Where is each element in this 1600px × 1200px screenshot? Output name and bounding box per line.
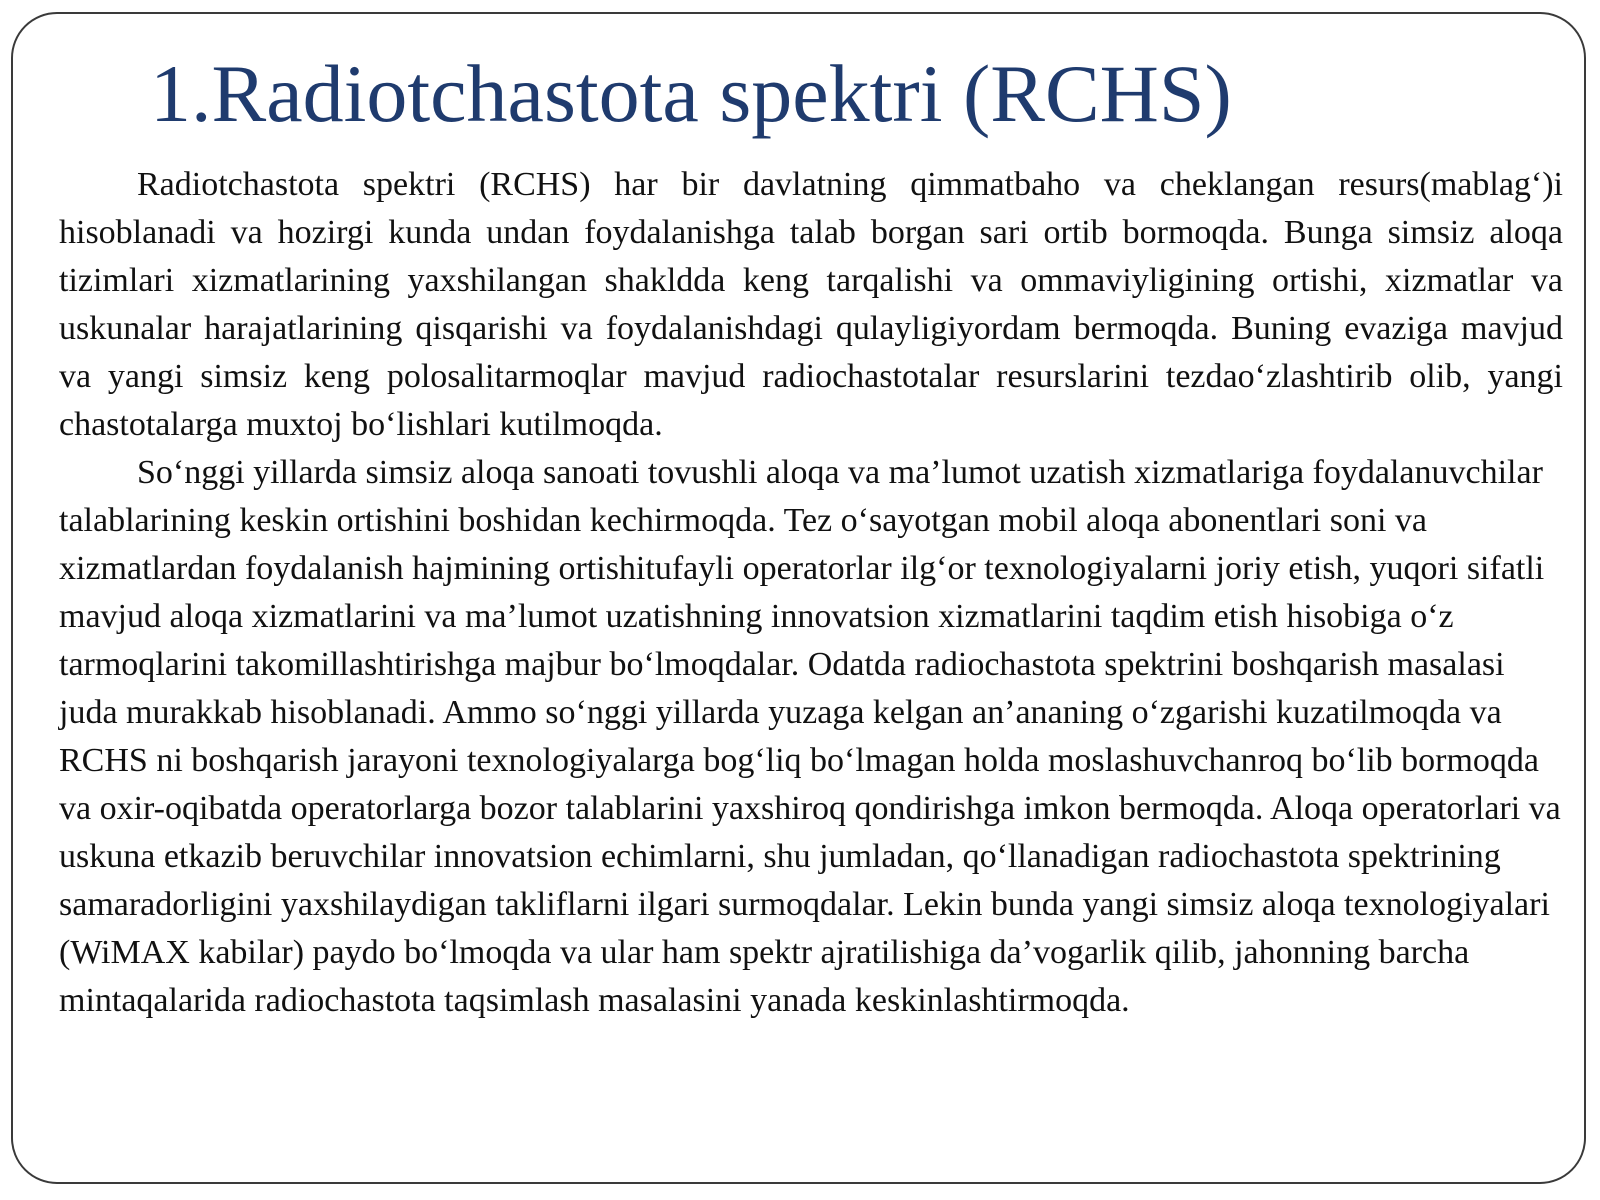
slide-title: 1.Radiotchastota spektri (RCHS) — [150, 48, 1232, 139]
body-paragraph-1: Radiotchastota spektri (RCHS) har bir davlatning qimmatbaho va cheklangan resurs(mablag‘)i hisoblanadi va hozirgi kunda undan foydalanishga talab borgan sari ortib bormoqda. Bunga simsiz aloqa tizimlari xizmatlarining yaxshilangan shakldda keng tarqalishi va ommaviyligining ortishi, xizmatlar va uskunalar harajatlarining qisqarishi va foydalanishdagi qulayligiyordam bermoqda. Buning evaziga mavjud va yangi simsiz keng polosalitarmoqlar mavjud radiochastotalar resurslarini tezdao‘zlashtirib olib, yangi chastotalarga muxtoj bo‘lishlari kutilmoqda. — [59, 166, 1563, 443]
slide-body — [59, 161, 1563, 1025]
body-paragraph-2: So‘nggi yillarda simsiz aloqa sanoati tovushli aloqa va ma’lumot uzatish xizmatlariga foydalanuvchilar talablarining keskin ortishini boshidan kechirmoqda. Tez o‘sayotgan mobil aloqa abonentlari soni va xizmatlardan foydalanish hajmining ortishitufayli operatorlar ilg‘or texnologiyalarni joriy etish, yuqori sifatli mavjud aloqa xizmatlarini va ma’lumot uzatishning innovatsion xizmatlarini taqdim etish hisobiga o‘z tarmoqlarini takomillashtirishga majbur bo‘lmoqdalar. Odatda radiochastota spektrini boshqarish masalasi juda murakkab hisoblanadi. Ammo so‘nggi yillarda yuzaga kelgan an’ananing o‘zgarishi kuzatilmoqda va RCHS ni boshqarish jarayoni texnologiyalarga bog‘liq bo‘lmagan holda moslashuvchanroq bo‘lib bormoqda va oxir-oqibatda operatorlarga bozor talablarini yaxshiroq qondirishga imkon bermoqda. Aloqa operatorlari va uskuna etkazib beruvchilar innovatsion echimlarni, shu jumladan, qo‘llanadigan radiochastota spektrining samaradorligini yaxshilaydigan takliflarni ilgari surmoqdalar. Lekin bunda yangi simsiz aloqa texnologiyalari (WiMAX kabilar) paydo bo‘lmoqda va ular ham spektr ajratilishiga da’vogarlik qilib, jahonning barcha mintaqalarida radiochastota taqsimlash masalasini yanada keskinlashtirmoqda. — [59, 454, 1561, 1019]
